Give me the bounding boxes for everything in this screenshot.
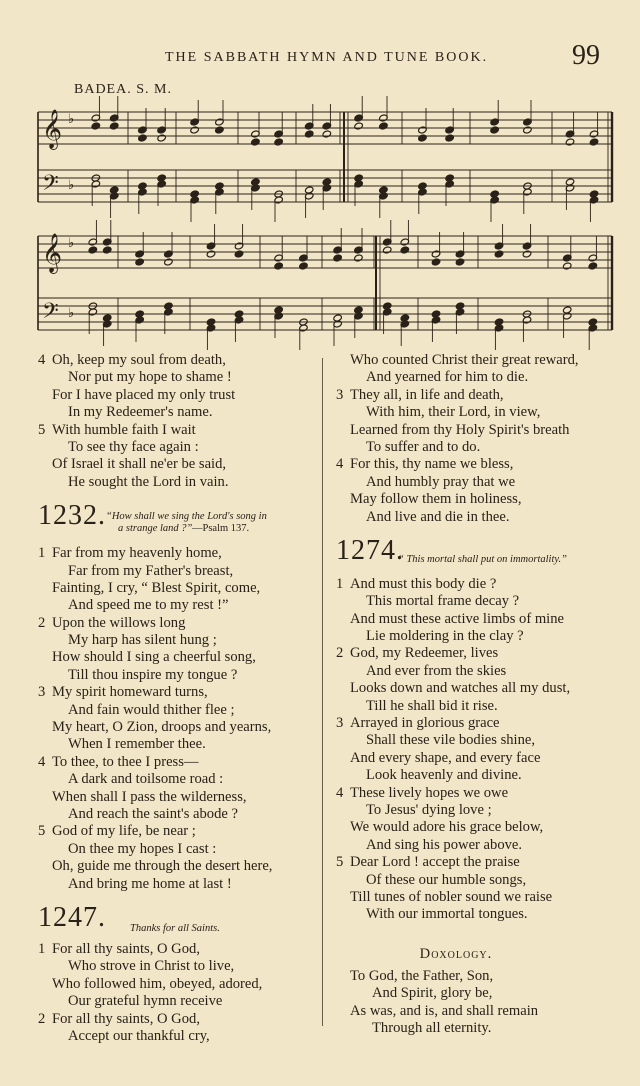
note-head	[522, 250, 531, 258]
hymn-1247-heading	[38, 901, 318, 941]
hymn-1247-continuation: Who counted Christ their great reward, And yearned for him to die.	[350, 352, 579, 386]
note-head	[354, 254, 363, 262]
note-head	[190, 126, 199, 134]
treble-clef: 𝄞	[42, 109, 63, 149]
note-head	[138, 134, 147, 142]
note-head	[354, 122, 363, 130]
note-head	[164, 258, 173, 266]
verse-line: For I have placed my only trust	[52, 386, 236, 403]
music-score	[0, 0, 640, 352]
verse-line: Nor put my hope to shame !	[68, 369, 232, 386]
bass-clef: 𝄢	[42, 171, 59, 201]
verse-line: He sought the Lord in vain.	[68, 473, 229, 490]
column-divider	[322, 358, 323, 1026]
note-head	[588, 262, 597, 270]
note-head	[157, 134, 166, 142]
note-head	[562, 262, 571, 270]
bass-clef: 𝄢	[42, 299, 59, 329]
doxology-verse: To God, the Father, Son, And Spirit, glory be, As was, and is, and shall remain Through all eternity.	[350, 967, 539, 1036]
hymn-1232-stanza-3: 3 My spirit homeward turns, And fain would thither flee ; My heart, O Zion, droops and yearns, When I remember thee.	[38, 684, 272, 753]
note-head	[400, 246, 409, 254]
note-head	[251, 138, 260, 146]
note-head	[299, 262, 308, 270]
note-head	[322, 130, 331, 138]
hymn-1274-heading	[336, 534, 620, 576]
note-head	[206, 250, 215, 258]
verse-line: In my Redeemer's name.	[68, 404, 213, 421]
note-head	[102, 246, 111, 254]
running-title: THE SABBATH HYMN AND TUNE BOOK.	[165, 50, 489, 65]
hymn-1274-stanza-4: 4 These lively hopes we owe To Jesus' dying love ; We would adore his grace below, And sing his power above.	[336, 784, 544, 853]
note-head	[494, 250, 503, 258]
hymn-1247-stanza-1: 1 For all thy saints, O God, Who strove in Christ to live, Who followed him, obeyed, adored, Our grateful hymn receive	[38, 940, 263, 1010]
tune-title: BADEA. S. M.	[74, 82, 172, 97]
note-head	[333, 254, 342, 262]
hymn-1232-stanza-5: 5 God of my life, be near ; On thee my hopes I cast : Oh, guide me through the desert here, And bring me home at last !	[38, 823, 273, 892]
scripture-reference: —Psalm 137.	[192, 523, 250, 535]
note-head	[274, 138, 283, 146]
key-flat: ♭	[68, 178, 75, 193]
verse-line: 4 Oh, keep my soul from death,	[38, 352, 226, 368]
staff-systems	[38, 96, 612, 350]
hymn-1274-stanza-3: 3 Arrayed in glorious grace Shall these vile bodies shine, And every shape, and every face Look heavenly and divine.	[336, 715, 541, 784]
hymn-1232-stanza-2: 2 Upon the willows long My harp has silent hung ; How should I sing a cheerful song, Till thou inspire my tongue ?	[38, 614, 256, 683]
hymn-number: 1247.	[38, 901, 106, 933]
hymn-subtitle: “How shall we sing the Lord's song in	[106, 511, 267, 523]
note-head	[234, 250, 243, 258]
note-head	[215, 126, 224, 134]
verse-line: Of Israel it shall ne'er be said,	[52, 456, 227, 473]
note-head	[379, 122, 388, 130]
hymn-1232-stanza-4: 4 To thee, to thee I press— A dark and toilsome road : When shall I pass the wilderness, And reach the saint's abode ?	[38, 753, 247, 822]
hymn-subtitle: a strange land ?”	[118, 523, 193, 535]
hymn-subtitle: “ This mortal shall put on immortality.”	[398, 553, 567, 565]
hymn-1247-stanza-2: 2 For all thy saints, O God, Accept our thankful cry,	[38, 1010, 210, 1044]
treble-clef: 𝄞	[42, 233, 63, 273]
hymn-1232-heading	[38, 500, 318, 545]
key-flat: ♭	[68, 236, 75, 251]
verse-line: To see thy face again :	[68, 438, 199, 455]
note-head	[109, 122, 118, 130]
hymn-1247-stanza-3: 3 They all, in life and death, With him, their Lord, in view, Learned from thy Holy Spirit's breath To suffer and to do.	[336, 386, 570, 455]
hymn-subtitle: Thanks for all Saints.	[130, 922, 220, 934]
note-head	[135, 258, 144, 266]
hymn-1274-stanza-2: 2 God, my Redeemer, lives And ever from the skies Looks down and watches all my dust, Till he shall bid it rise.	[336, 645, 571, 714]
note-head	[445, 134, 454, 142]
note-head	[91, 122, 100, 130]
hymn-number: 1232.	[38, 500, 106, 532]
hymn-continuation	[38, 352, 318, 491]
left-column	[38, 352, 318, 1045]
note-head	[274, 262, 283, 270]
note-head	[88, 246, 97, 254]
note-head	[431, 258, 440, 266]
right-column	[336, 352, 620, 1037]
key-flat: ♭	[68, 112, 75, 127]
key-flat: ♭	[68, 306, 75, 321]
verse-line: 5 With humble faith I wait	[38, 421, 196, 438]
note-head	[382, 246, 391, 254]
note-head	[490, 126, 499, 134]
note-head	[523, 126, 532, 134]
doxology-heading: Doxology.	[419, 945, 493, 962]
hymn-1274-stanza-1: 1 And must this body die ? This mortal frame decay ? And must these active limbs of mine Lie moldering in the clay ?	[336, 575, 565, 645]
hymn-1247-stanza-4: 4 For this, thy name we bless, And humbly pray that we May follow them in holiness, And live and die in thee.	[336, 456, 522, 525]
note-head	[304, 130, 313, 138]
note-head	[589, 138, 598, 146]
hymn-1274-stanza-5: 5 Dear Lord ! accept the praise Of these our humble songs, Till tunes of nobler sound we raise With our immortal tongues.	[336, 854, 553, 923]
hymn-1232-stanza-1: 1 Far from my heavenly home, Far from my Father's breast, Fainting, I cry, “ Blest Spirit, come, And speed me to my rest !”	[38, 545, 261, 614]
page-number: 99	[572, 40, 600, 71]
note-head	[565, 138, 574, 146]
note-head	[455, 258, 464, 266]
hymn-number: 1274.	[336, 534, 404, 566]
note-head	[418, 134, 427, 142]
